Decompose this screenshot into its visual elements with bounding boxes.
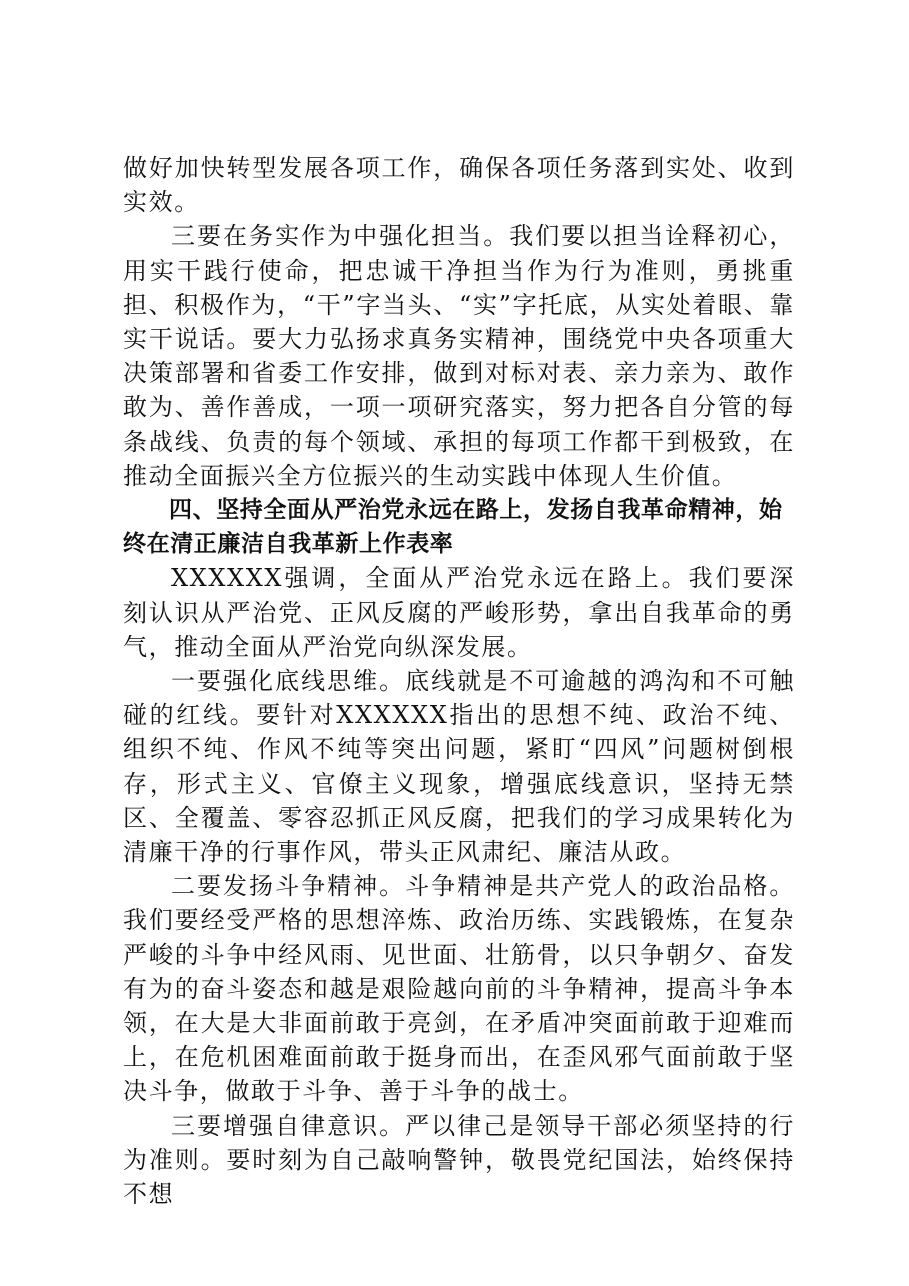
document-body <box>123 151 795 1211</box>
paragraph-shoulder-responsibility: 三要在务实作为中强化担当。我们要以担当诠释初心，用实干践行使命，把忠诚干净担当作为行为准则，勇挑重担、积极作为，“干”字当头、“实”字托底，从实处着眼、靠实干说话。要大力弘扬求真务实精神，围绕党中央各项重大决策部署和省委工作安排，做到对标对表、亲力亲为、敢作敢为、善作善成，一项一项研究落实，努力把各自分管的每条战线、负责的每个领域、承担的每项工作都干到极致，在推动全面振兴全方位振兴的生动实践中体现人生价值。 <box>123 222 795 490</box>
paragraph-self-discipline: 三要增强自律意识。严以律己是领导干部必须坚持的行为准则。要时刻为自己敲响警钟，敬畏党纪国法，始终保持不想 <box>123 1111 795 1209</box>
paragraph-bottom-line-thinking: 一要强化底线思维。底线就是不可逾越的鸿沟和不可触碰的红线。要针对XXXXXX指出的思想不纯、政治不纯、组织不纯、作风不纯等突出问题，紧盯“四风”问题树倒根存，形式主义、官僚主义现象，增强底线意识，坚持无禁区、全覆盖、零容忍抓正风反腐，把我们的学习成果转化为清廉干净的行事作风，带头正风肃纪、廉洁从政。 <box>123 667 795 867</box>
paragraph-fighting-spirit: 二要发扬斗争精神。斗争精神是共产党人的政治品格。我们要经受严格的思想淬炼、政治历练、实践锻炼，在复杂严峻的斗争中经风雨、见世面、壮筋骨，以只争朝夕、奋发有为的奋斗姿态和越是艰险越向前的斗争精神，提高斗争本领，在大是大非面前敢于亮剑，在矛盾冲突面前敢于迎难而上，在危机困难面前敢于挺身而出，在歪风邪气面前敢于坚决斗争，做敢于斗争、善于斗争的战士。 <box>123 872 795 1106</box>
section-heading-four: 四、坚持全面从严治党永远在路上，发扬自我革命精神，始终在清正廉洁自我革新上作表率 <box>123 497 783 558</box>
paragraph-continuation: 做好加快转型发展各项工作，确保各项任务落到实处、收到实效。 <box>123 154 795 217</box>
paragraph-strict-governance-intro: XXXXXX强调，全面从严治党永远在路上。我们要深刻认识从严治党、正风反腐的严峻形势，拿出自我革命的勇气，推动全面从严治党向纵深发展。 <box>123 564 795 661</box>
